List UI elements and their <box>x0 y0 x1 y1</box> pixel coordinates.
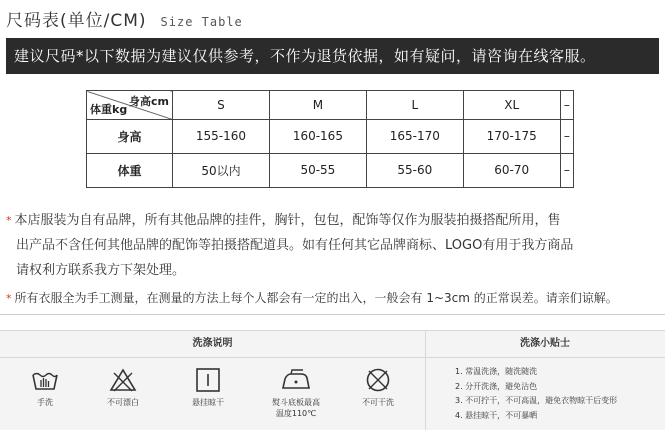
care-item-no-bleach <box>83 367 163 408</box>
hang-dry-label: 悬挂晾干 <box>192 398 224 407</box>
title-chinese: 尺码表(单位/CM) <box>6 11 147 31</box>
care-item-iron <box>256 367 336 419</box>
section-divider <box>0 314 665 315</box>
measurement-note-text: 所有衣服全为手工测量，在测量的方法上每个人都会有一定的出入，一般会有 1~3cm 的正常误差。请亲们谅解。 <box>14 291 618 305</box>
hand-wash-label: 手洗 <box>37 398 53 407</box>
care-header-divider <box>0 357 665 358</box>
corner-height-label: 身高cm <box>129 95 169 108</box>
care-item-hand-wash <box>5 367 85 408</box>
care-tip: 2. 分开洗涤，避免沾色 <box>455 381 538 391</box>
table-header-row <box>87 91 574 120</box>
care-tip: 3. 不可拧干，不可高温，避免衣物晾干后变形 <box>455 396 618 405</box>
table-cell: 165-170 <box>366 119 463 153</box>
care-section <box>0 330 665 430</box>
size-header: L <box>366 91 463 120</box>
care-tip: 4. 悬挂晾干，不可暴晒 <box>455 410 538 420</box>
asterisk-icon: * <box>6 292 12 305</box>
care-tips-list <box>455 365 617 423</box>
table-cell: 155-160 <box>173 119 270 153</box>
size-header: S <box>173 91 270 120</box>
iron-label-line: 温度110℃ <box>275 409 317 418</box>
brand-note-line: 请权利方联系我方下架处理。 <box>16 263 186 278</box>
no-bleach-label: 不可漂白 <box>107 398 139 407</box>
table-cell: 170-175 <box>463 119 560 153</box>
table-cell: – <box>560 119 573 153</box>
table-corner-cell <box>87 91 173 120</box>
title-english: Size Table <box>160 15 243 29</box>
care-column-divider <box>425 331 426 430</box>
size-header: XL <box>463 91 560 120</box>
hand-wash-icon <box>30 367 60 393</box>
row-label-height: 身高 <box>87 119 173 153</box>
care-instructions-title: 洗涤说明 <box>192 338 233 349</box>
advice-banner: 建议尺码*以下数据为建议仅供参考，不作为退货依据，如有疑问，请咨询在线客服。 <box>6 38 659 74</box>
care-item-hang-dry <box>168 367 248 408</box>
measurement-note <box>6 286 618 311</box>
table-cell: – <box>560 153 573 187</box>
table-row <box>87 119 574 153</box>
care-item-no-dry-clean <box>338 367 418 408</box>
iron-label-line: 熨斗底板最高 <box>272 398 320 407</box>
page-title <box>6 6 243 32</box>
table-cell: 160-165 <box>269 119 366 153</box>
iron-icon <box>279 367 313 393</box>
table-cell: 60-70 <box>463 153 560 187</box>
table-cell: 55-60 <box>366 153 463 187</box>
size-header: – <box>560 91 573 120</box>
corner-weight-label: 体重kg <box>90 102 128 116</box>
care-tip: 1. 常温洗涤，随洗随洗 <box>455 367 538 376</box>
brand-note <box>6 208 656 283</box>
no-dry-clean-label: 不可干洗 <box>362 398 394 407</box>
row-label-weight: 体重 <box>87 153 173 187</box>
brand-note-line: 出产品不含任何其他品牌的配饰等拍摄搭配道具。如有任何其它品牌商标、LOGO有用于我方商品 <box>16 238 574 253</box>
asterisk-icon: * <box>6 214 12 227</box>
hang-dry-icon <box>193 367 223 393</box>
table-cell: 50以内 <box>173 153 270 187</box>
no-bleach-icon <box>108 367 138 393</box>
care-tips-title: 洗涤小贴士 <box>520 338 570 349</box>
size-table <box>86 90 574 188</box>
no-dry-clean-icon <box>363 367 393 393</box>
brand-note-line: 本店服装为自有品牌，所有其他品牌的挂件，胸针，包包，配饰等仅作为服装拍摄搭配所用，售 <box>14 213 561 228</box>
table-cell: 50-55 <box>269 153 366 187</box>
iron-label <box>256 397 336 419</box>
size-header: M <box>269 91 366 120</box>
table-row <box>87 153 574 187</box>
